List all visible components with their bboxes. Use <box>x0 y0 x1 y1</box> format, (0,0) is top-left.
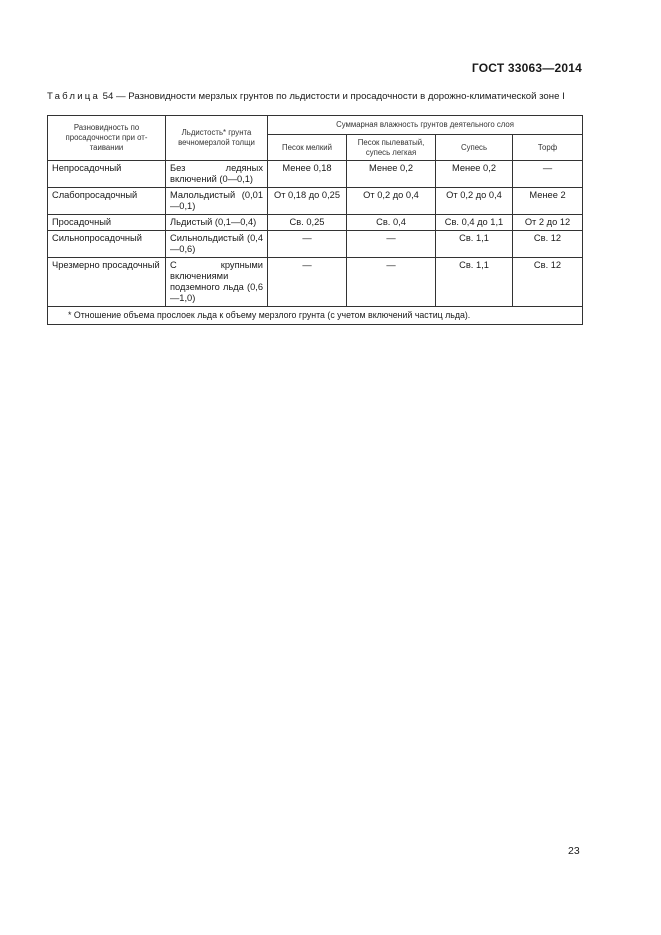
subheader-silty-sand: Песок пылеватый, супесь легкая <box>347 135 436 161</box>
cell-iciness: Льдистый (0,1—0,4) <box>166 215 268 231</box>
cell-iciness: Сильнольдистый (0,4—0,6) <box>166 231 268 258</box>
cell-sandy-loam: Св. 1,1 <box>436 231 513 258</box>
cell-sandy-loam: Св. 0,4 до 1,1 <box>436 215 513 231</box>
table-caption-label: Таблица <box>47 91 101 102</box>
header-iciness: Льдистость* грунта вечномерзлой толщи <box>166 116 268 161</box>
cell-settlement-type: Непросадочный <box>48 161 166 188</box>
cell-peat: От 2 до 12 <box>513 215 583 231</box>
cell-iciness: Без ледяных включений (0—0,1) <box>166 161 268 188</box>
cell-settlement-type: Сильнопросадочный <box>48 231 166 258</box>
cell-fine-sand: Св. 0,25 <box>268 215 347 231</box>
table-row <box>48 161 583 188</box>
cell-fine-sand: Менее 0,18 <box>268 161 347 188</box>
cell-silty-sand: От 0,2 до 0,4 <box>347 188 436 215</box>
cell-sandy-loam: Св. 1,1 <box>436 258 513 307</box>
cell-silty-sand: Менее 0,2 <box>347 161 436 188</box>
header-moisture-group: Суммарная влажность грунтов деятельного слоя <box>268 116 583 135</box>
table-footnote: * Отношение объема прослоек льда к объему мерзлого грунта (с учетом включений частиц льда). <box>48 307 583 325</box>
cell-sandy-loam: От 0,2 до 0,4 <box>436 188 513 215</box>
cell-silty-sand: Св. 0,4 <box>347 215 436 231</box>
cell-settlement-type: Чрезмерно просадочный <box>48 258 166 307</box>
cell-iciness: Малольдистый (0,01—0,1) <box>166 188 268 215</box>
document-header: ГОСТ 33063—2014 <box>471 61 582 75</box>
cell-fine-sand: От 0,18 до 0,25 <box>268 188 347 215</box>
cell-settlement-type: Просадочный <box>48 215 166 231</box>
cell-peat: Св. 12 <box>513 258 583 307</box>
subheader-fine-sand: Песок мелкий <box>268 135 347 161</box>
table-row <box>48 215 583 231</box>
cell-sandy-loam: Менее 0,2 <box>436 161 513 188</box>
subheader-sandy-loam: Супесь <box>436 135 513 161</box>
table-caption-text: 54 — Разновидности мерзлых грунтов по льдистости и просадочности в дорожно-климатической зоне I <box>100 91 565 102</box>
cell-peat: Св. 12 <box>513 231 583 258</box>
page-number: 23 <box>568 845 580 857</box>
frozen-soils-table <box>47 115 583 325</box>
table-row <box>48 231 583 258</box>
cell-silty-sand: — <box>347 258 436 307</box>
header-settlement: Разновидность по просадочности при от-таивании <box>48 116 166 161</box>
table-row <box>48 258 583 307</box>
cell-fine-sand: — <box>268 231 347 258</box>
cell-silty-sand: — <box>347 231 436 258</box>
cell-settlement-type: Слабопросадочный <box>48 188 166 215</box>
table-row <box>48 188 583 215</box>
table-caption <box>47 91 637 102</box>
cell-peat: — <box>513 161 583 188</box>
table-footnote-row <box>48 307 583 325</box>
subheader-peat: Торф <box>513 135 583 161</box>
cell-peat: Менее 2 <box>513 188 583 215</box>
cell-iciness: С крупными включениями подземного льда (0,6—1,0) <box>166 258 268 307</box>
cell-fine-sand: — <box>268 258 347 307</box>
